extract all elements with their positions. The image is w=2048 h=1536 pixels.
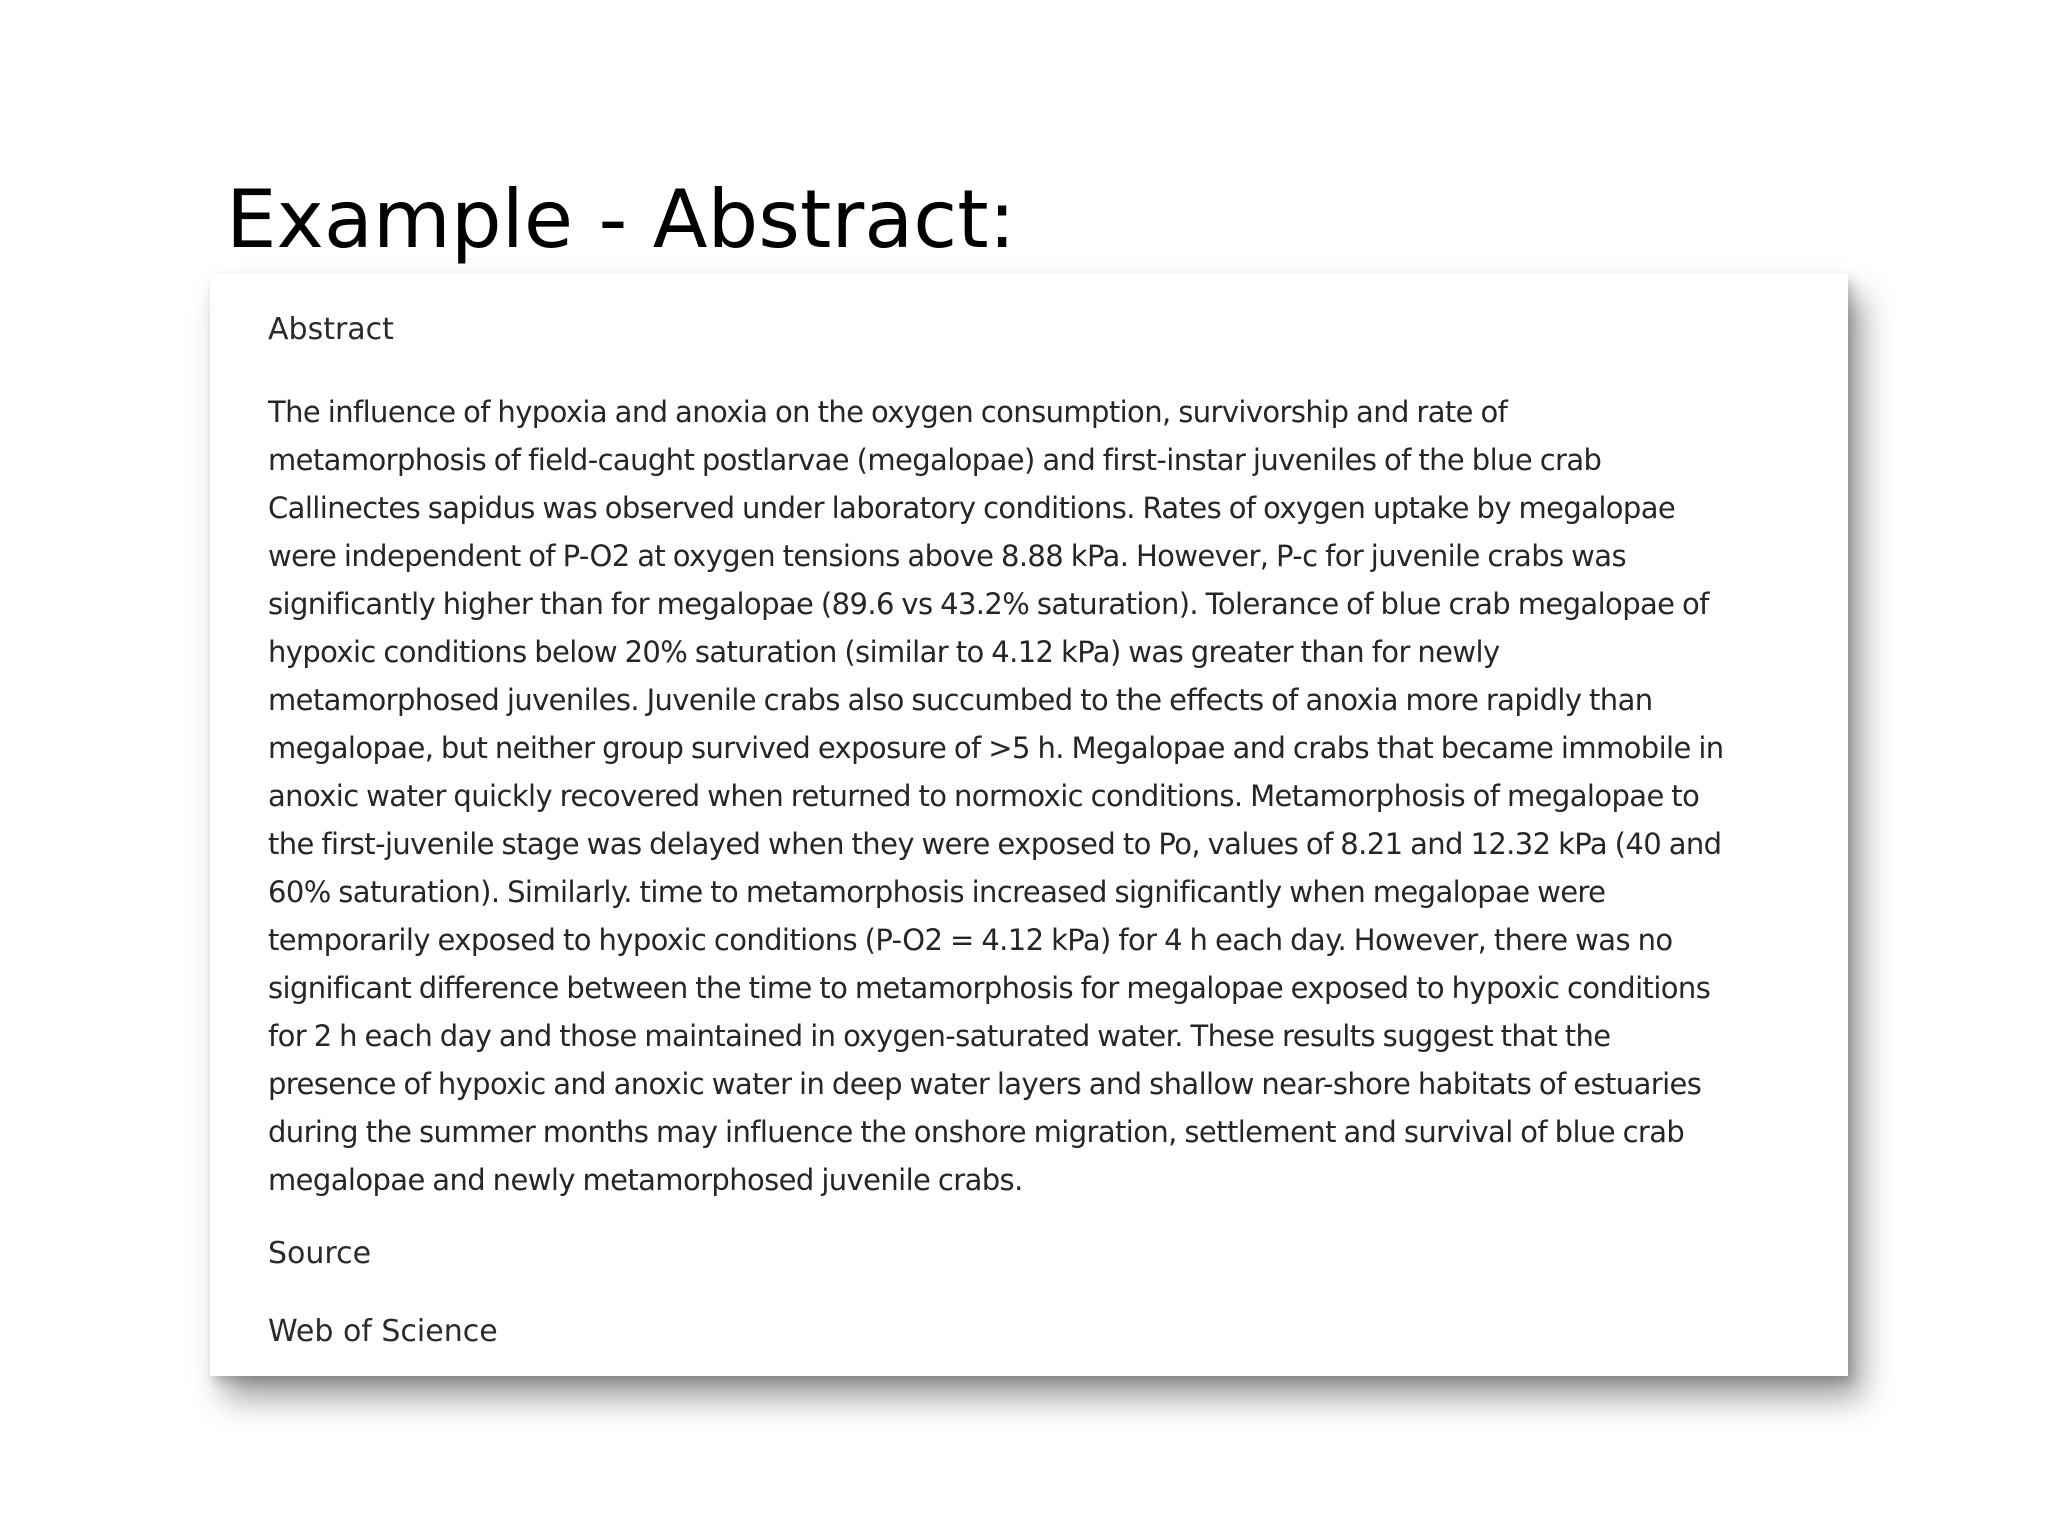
abstract-line: for 2 h each day and those maintained in oxygen-saturated water. These results suggest that the [268,1019,1611,1053]
abstract-document [268,310,1738,1352]
slide-title: Example - Abstract: [226,173,1016,266]
source-label: Source [268,1236,372,1271]
abstract-line: The influence of hypoxia and anoxia on the oxygen consumption, survivorship and rate of [268,395,1508,429]
abstract-line: the first-juvenile stage was delayed when they were exposed to Po, values of 8.21 and 12.32 kPa (40 and [268,827,1722,861]
abstract-line: Callinectes sapidus was observed under laboratory conditions. Rates of oxygen uptake by megalopae [268,491,1676,525]
abstract-heading: Abstract [268,312,394,347]
abstract-line: megalopae and newly metamorphosed juvenile crabs. [268,1163,1023,1197]
abstract-line: hypoxic conditions below 20% saturation (similar to 4.12 kPa) was greater than for newly [268,635,1500,669]
abstract-line: 60% saturation). Similarly. time to metamorphosis increased significantly when megalopae were [268,875,1606,909]
abstract-screenshot-card [210,274,1848,1376]
abstract-line: anoxic water quickly recovered when returned to normoxic conditions. Metamorphosis of megalopae to [268,779,1700,813]
abstract-line: metamorphosis of field-caught postlarvae (megalopae) and first-instar juveniles of the blue crab [268,443,1602,477]
abstract-line: significant difference between the time to metamorphosis for megalopae exposed to hypoxic conditions [268,971,1711,1005]
abstract-line: significantly higher than for megalopae (89.6 vs 43.2% saturation). Tolerance of blue crab megalopae of [268,587,1709,621]
abstract-line: during the summer months may influence the onshore migration, settlement and survival of blue crab [268,1115,1685,1149]
source-value: Web of Science [268,1314,498,1349]
abstract-line: were independent of P-O2 at oxygen tensions above 8.88 kPa. However, P-c for juvenile crabs was [268,539,1626,573]
abstract-line: temporarily exposed to hypoxic conditions (P-O2 = 4.12 kPa) for 4 h each day. However, there was no [268,923,1673,957]
abstract-line: megalopae, but neither group survived exposure of >5 h. Megalopae and crabs that became immobile in [268,731,1724,765]
abstract-body [268,388,1738,1204]
abstract-line: presence of hypoxic and anoxic water in deep water layers and shallow near-shore habitats of estuaries [268,1067,1702,1101]
abstract-line: metamorphosed juveniles. Juvenile crabs also succumbed to the effects of anoxia more rapidly than [268,683,1653,717]
